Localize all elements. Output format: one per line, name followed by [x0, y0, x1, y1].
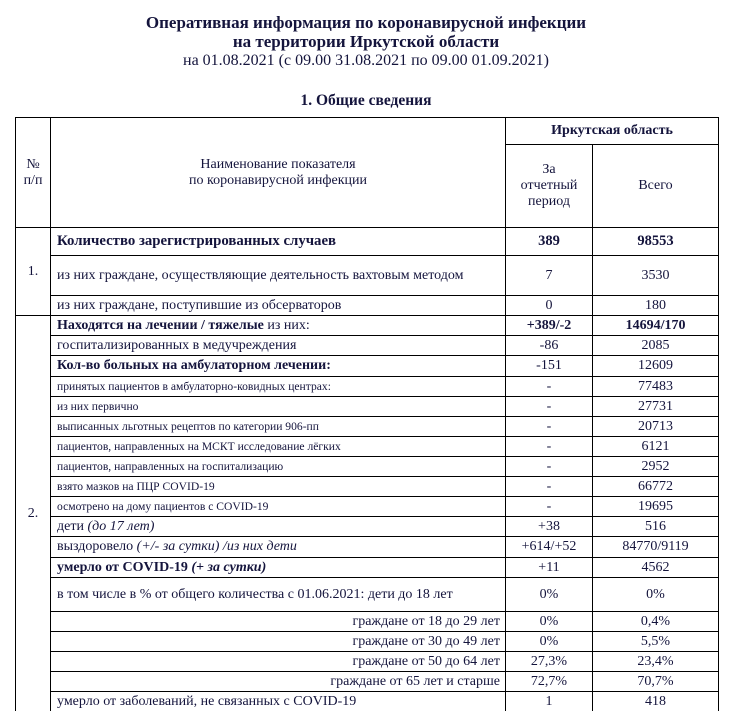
value-total: 0,4% [593, 612, 719, 632]
title-line-1: Оперативная информация по коронавирусной инфекции [145, 13, 587, 32]
table-row [16, 457, 719, 477]
col-header-total: Всего [593, 145, 719, 228]
col-header-num [16, 118, 51, 228]
value-total: 98553 [593, 228, 719, 256]
value-period: 0% [506, 578, 593, 612]
row-label-main: дети [57, 518, 84, 534]
value-period: +38 [506, 517, 593, 537]
value-period: 27,3% [506, 652, 593, 672]
col-header-num-line2: п/п [23, 172, 43, 188]
value-period: 7 [506, 256, 593, 296]
table-row [16, 652, 719, 672]
row-label: пациентов, направленных на МСКТ исследование лёгких [51, 437, 506, 457]
title-date-line: на 01.08.2021 (с 09.00 31.08.2021 по 09.00 01.09.2021) [183, 52, 549, 69]
row-label-note: (+/- за сутки) /из них дети [136, 539, 297, 555]
value-period: - [506, 457, 593, 477]
row-group-number-1: 1. [16, 228, 51, 316]
section-heading: 1. Общие сведения [300, 92, 432, 109]
value-period: - [506, 497, 593, 517]
row-label: умерло от заболеваний, не связанных с COVID-19 [51, 692, 506, 711]
value-total: 2085 [593, 336, 719, 356]
value-total: 66772 [593, 477, 719, 497]
value-total: 19695 [593, 497, 719, 517]
table-row [16, 296, 719, 316]
row-label: из них первично [51, 397, 506, 417]
value-total: 4562 [593, 558, 719, 578]
col-header-region: Иркутская область [506, 118, 719, 145]
value-period: 72,7% [506, 672, 593, 692]
row-label: Кол-во больных на амбулаторном лечении: [51, 356, 506, 377]
table-row [16, 437, 719, 457]
table-row [16, 672, 719, 692]
row-label: принятых пациентов в амбулаторно-ковидных центрах: [51, 377, 506, 397]
table-row [16, 558, 719, 578]
row-label: пациентов, направленных на госпитализацию [51, 457, 506, 477]
general-info-table [15, 117, 719, 711]
row-label: граждане от 30 до 49 лет [51, 632, 506, 652]
value-period: - [506, 437, 593, 457]
document-title [0, 13, 732, 70]
row-label-note: (+ за сутки) [191, 559, 267, 575]
row-label: осмотрено на дому пациентов с COVID-19 [51, 497, 506, 517]
table-row [16, 356, 719, 377]
row-label [51, 558, 506, 578]
row-label-note: (до 17 лет) [87, 518, 155, 534]
value-period: -86 [506, 336, 593, 356]
col-header-indicator-line1: Наименование показателя [200, 156, 356, 172]
row-label: госпитализированных в медучреждения [51, 336, 506, 356]
value-total: 20713 [593, 417, 719, 437]
row-label-main: умерло от COVID-19 [57, 559, 188, 575]
row-label: граждане от 18 до 29 лет [51, 612, 506, 632]
value-period: 0% [506, 632, 593, 652]
value-total: 70,7% [593, 672, 719, 692]
value-period: - [506, 477, 593, 497]
table-row [16, 228, 719, 256]
value-total: 0% [593, 578, 719, 612]
row-label [51, 316, 506, 336]
row-label-note: из них: [267, 317, 310, 333]
row-label: граждане от 65 лет и старше [51, 672, 506, 692]
col-header-indicator-line2: по коронавирусной инфекции [189, 172, 367, 188]
table-row [16, 612, 719, 632]
value-period: - [506, 397, 593, 417]
row-label-main: Находятся на лечении / тяжелые [57, 317, 264, 333]
row-group-number-2: 2. [16, 316, 51, 711]
row-label: выписанных льготных рецептов по категории 906-пп [51, 417, 506, 437]
value-total: 84770/9119 [593, 537, 719, 558]
value-period: - [506, 377, 593, 397]
row-label [51, 517, 506, 537]
col-header-period: За отчетный период [506, 145, 593, 228]
value-period: 389 [506, 228, 593, 256]
value-total: 180 [593, 296, 719, 316]
table-row [16, 336, 719, 356]
value-total: 418 [593, 692, 719, 711]
row-label: из них граждане, осуществляющие деятельность вахтовым методом [51, 256, 506, 296]
value-total: 27731 [593, 397, 719, 417]
table-row [16, 417, 719, 437]
value-period: +614/+52 [506, 537, 593, 558]
value-total: 5,5% [593, 632, 719, 652]
table-row [16, 497, 719, 517]
table-row [16, 377, 719, 397]
value-total: 6121 [593, 437, 719, 457]
row-label-main: выздоровело [57, 539, 134, 555]
value-total: 2952 [593, 457, 719, 477]
value-total: 12609 [593, 356, 719, 377]
value-total: 77483 [593, 377, 719, 397]
value-period: 0 [506, 296, 593, 316]
value-period: - [506, 417, 593, 437]
value-total: 516 [593, 517, 719, 537]
row-label: из них граждане, поступившие из обсерваторов [51, 296, 506, 316]
col-header-indicator [51, 118, 506, 228]
value-total: 3530 [593, 256, 719, 296]
header-row-region [16, 118, 719, 145]
row-label: взято мазков на ПЦР COVID-19 [51, 477, 506, 497]
title-line-2: на территории Иркутской области [232, 32, 500, 51]
table-row [16, 537, 719, 558]
row-label: Количество зарегистрированных случаев [51, 228, 506, 256]
value-total: 14694/170 [593, 316, 719, 336]
col-header-num-line1: № [26, 156, 40, 172]
table-row [16, 578, 719, 612]
value-period: -151 [506, 356, 593, 377]
table-row [16, 316, 719, 336]
row-label: граждане от 50 до 64 лет [51, 652, 506, 672]
value-period: +11 [506, 558, 593, 578]
table-row [16, 397, 719, 417]
table-row [16, 477, 719, 497]
value-period: 1 [506, 692, 593, 711]
row-label [51, 537, 506, 558]
table-row [16, 517, 719, 537]
table-row [16, 692, 719, 711]
table-row [16, 632, 719, 652]
value-total: 23,4% [593, 652, 719, 672]
value-period: 0% [506, 612, 593, 632]
value-period: +389/-2 [506, 316, 593, 336]
table-row [16, 256, 719, 296]
row-label: в том числе в % от общего количества с 01.06.2021: дети до 18 лет [51, 578, 506, 612]
